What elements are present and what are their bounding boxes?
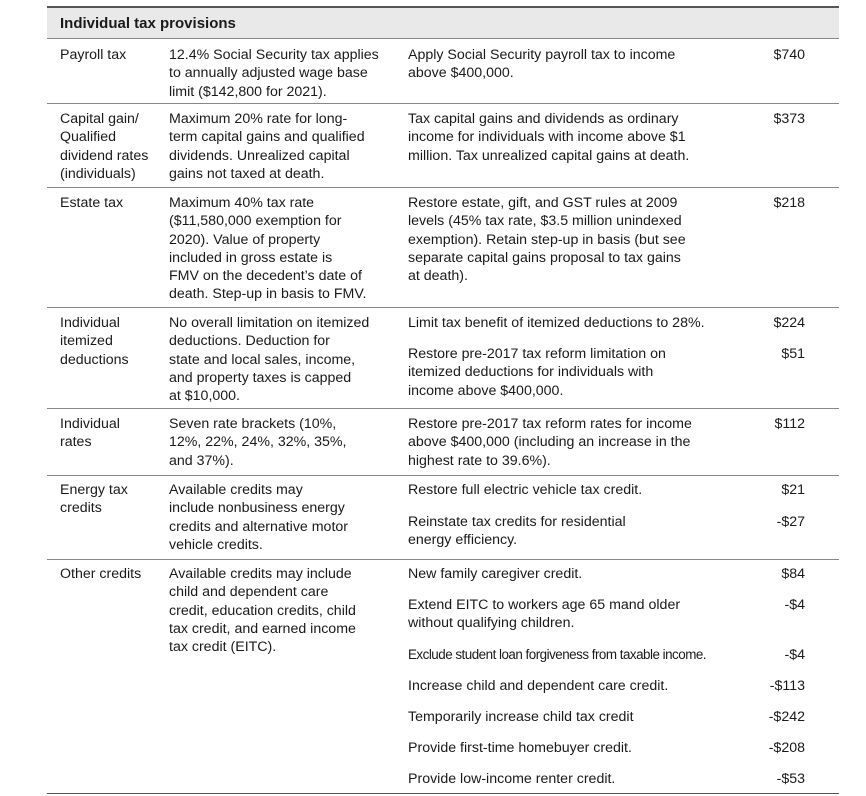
provision-label: Energy tax credits — [60, 482, 128, 517]
current-law-text: Seven rate brackets (10%, 12%, 22%, 24%, 32%, 35%, and 37%). — [169, 416, 347, 469]
revenue-amount: -$27 — [776, 514, 805, 530]
proposal-text: Restore pre-2017 tax reform limitation on itemized deductions for individuals with income above $400,000. — [408, 346, 666, 399]
proposal-text: Restore full electric vehicle tax credit. — [408, 482, 643, 498]
table-bottom-rule — [47, 793, 839, 794]
table-title: Individual tax provisions — [60, 15, 236, 32]
proposal-text: Temporarily increase child tax credit — [408, 709, 634, 725]
revenue-amount: $51 — [781, 346, 805, 362]
table-row-estate-tax — [47, 187, 839, 303]
current-law-text: No overall limitation on itemized deductions. Deduction for state and local sales, income, and property taxes is capped at $10,000. — [169, 315, 370, 405]
provision-label: Individual itemized deductions — [60, 315, 129, 368]
revenue-amount: $740 — [773, 47, 805, 63]
current-law-text: Available credits may include nonbusiness energy credits and alternative motor vehicle credits. — [169, 482, 349, 553]
revenue-amount: $112 — [774, 416, 805, 432]
current-law-text: Maximum 40% tax rate ($11,580,000 exemption for 2020). Value of property included in gross estate is FMV on the decedent’s date of death. Step-up in basis to FMV. — [169, 195, 367, 303]
proposal-text: Provide low-income renter credit. — [408, 771, 616, 787]
table-row-individual-rates — [47, 408, 839, 469]
proposal-text: Restore estate, gift, and GST rules at 2009 levels (45% tax rate, $3.5 million unindexed exemption). Retain step-up in basis (but see separate capital gains proposal to tax gains at death). — [408, 195, 686, 285]
provision-label: Payroll tax — [60, 47, 127, 63]
current-law-text: Maximum 20% rate for long- term capital gains and qualified dividends. Unrealized capital gains not taxed at death. — [169, 111, 365, 182]
revenue-amount: -$4 — [784, 647, 805, 663]
revenue-amount: $21 — [781, 482, 805, 498]
table-header — [47, 8, 839, 39]
revenue-amount: $84 — [781, 566, 805, 582]
revenue-amount: $224 — [773, 315, 805, 331]
table-row-itemized-deductions — [47, 307, 839, 405]
proposal-text: New family caregiver credit. — [408, 566, 583, 582]
proposal-text: Increase child and dependent care credit. — [408, 678, 669, 694]
provision-label: Other credits — [60, 566, 142, 582]
provision-label: Capital gain/ Qualified dividend rates (individuals) — [60, 111, 149, 182]
current-law-text: Available credits may include child and dependent care credit, education credits, child tax credit, and earned income tax credit (EITC). — [169, 566, 356, 656]
revenue-amount: -$53 — [776, 771, 805, 787]
revenue-amount: $218 — [773, 195, 805, 211]
provision-label: Individual rates — [60, 416, 120, 451]
table-row-payroll-tax — [47, 38, 839, 100]
table-row-capital-gains — [47, 103, 839, 182]
revenue-amount: -$4 — [784, 597, 805, 613]
proposal-text: Restore pre-2017 tax reform rates for income above $400,000 (including an increase in the highest rate to 39.6%). — [408, 416, 692, 469]
revenue-amount: -$113 — [769, 678, 805, 694]
current-law-text: 12.4% Social Security tax applies to annually adjusted wage base limit ($142,800 for 2021). — [169, 47, 379, 100]
revenue-amount: $373 — [773, 111, 805, 127]
provision-label: Estate tax — [60, 195, 124, 211]
table-row-other-credits — [47, 559, 839, 787]
proposal-text: Extend EITC to workers age 65 mand older without qualifying children. — [408, 597, 681, 632]
proposal-text: Limit tax benefit of itemized deductions to 28%. — [408, 315, 705, 331]
revenue-amount: -$208 — [768, 740, 805, 756]
revenue-amount: -$242 — [768, 709, 805, 725]
proposal-text: Exclude student loan forgiveness from taxable income. — [408, 647, 707, 662]
proposal-text: Apply Social Security payroll tax to income above $400,000. — [408, 47, 676, 82]
proposal-text: Reinstate tax credits for residential energy efficiency. — [408, 514, 626, 549]
table-row-energy-credits — [47, 475, 839, 553]
proposal-text: Tax capital gains and dividends as ordinary income for individuals with income above $1 million. Tax unrealized capital gains at death. — [408, 111, 690, 164]
proposal-text: Provide first-time homebuyer credit. — [408, 740, 632, 756]
